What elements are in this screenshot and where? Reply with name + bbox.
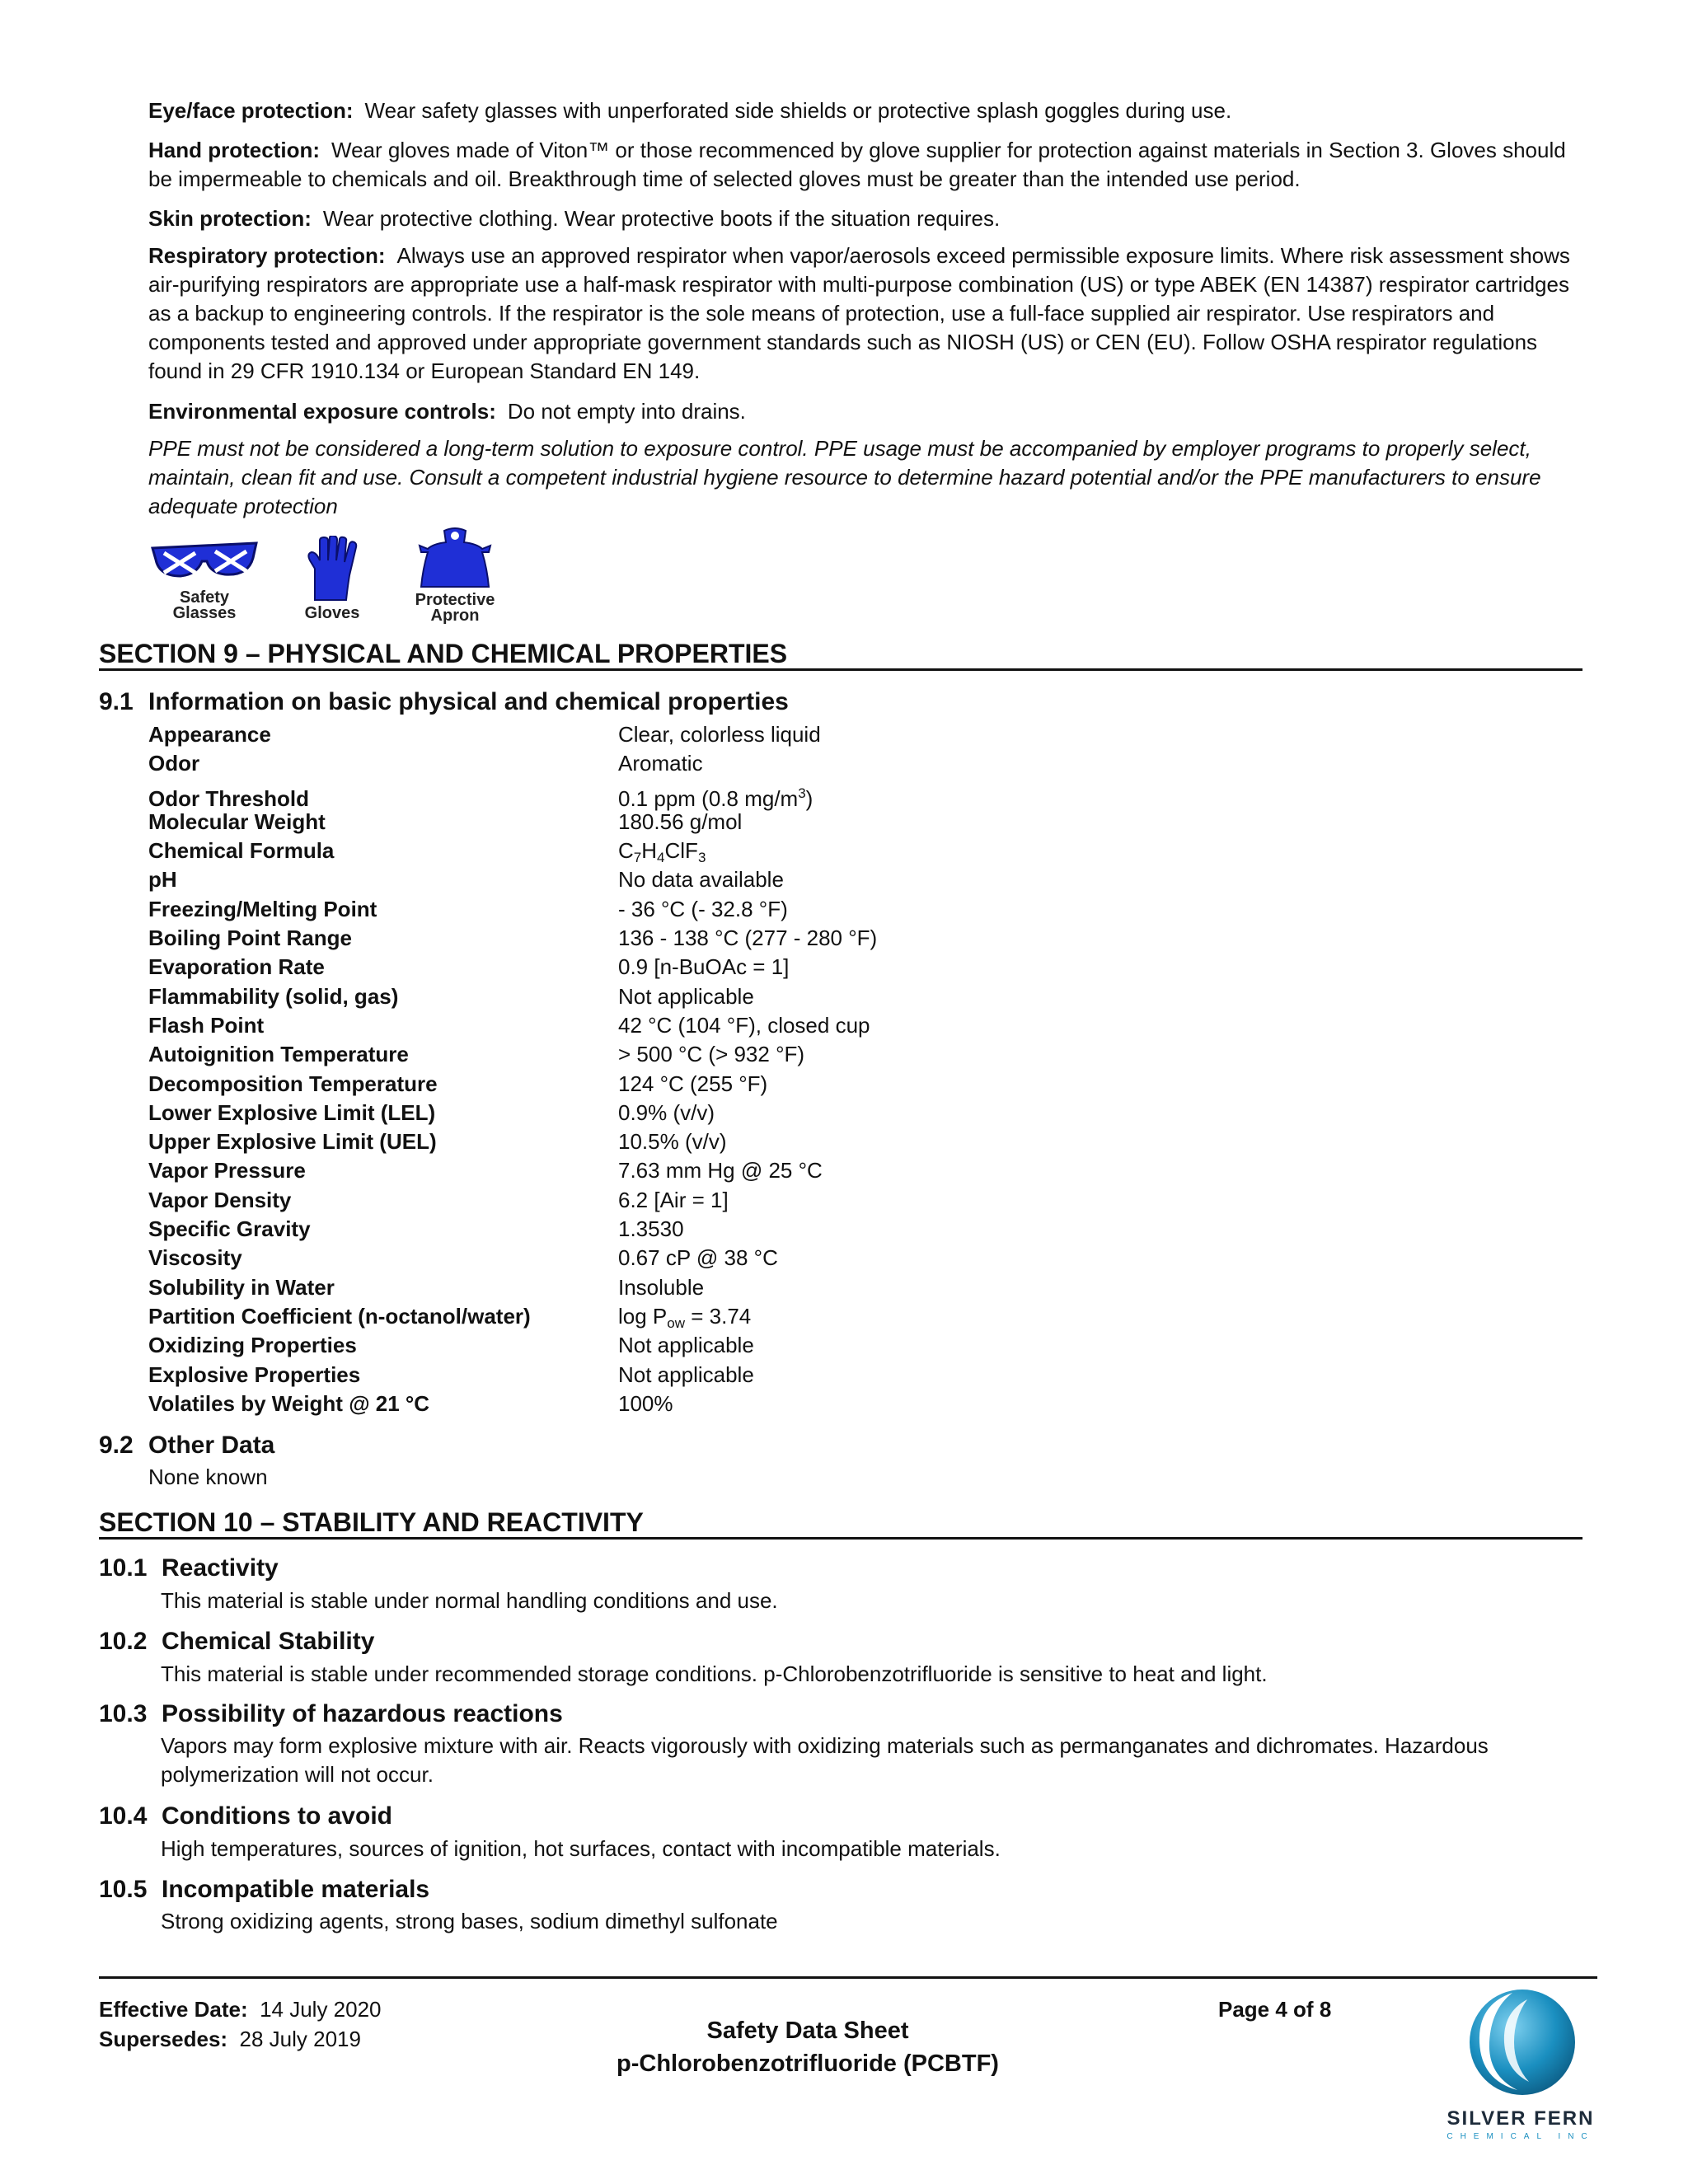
property-superscript: 3 bbox=[798, 785, 806, 801]
property-name: Freezing/Melting Point bbox=[148, 896, 377, 921]
section-10-header: SECTION 10 – STABILITY AND REACTIVITY bbox=[99, 1507, 1582, 1540]
property-value-suffix: ) bbox=[805, 785, 814, 811]
property-value-text: - 36 °C (- 32.8 °F) bbox=[618, 896, 788, 921]
property-name: Specific Gravity bbox=[148, 1216, 311, 1242]
property-row bbox=[148, 865, 877, 894]
property-name: Lower Explosive Limit (LEL) bbox=[148, 1099, 436, 1125]
property-value bbox=[618, 749, 703, 778]
property-row bbox=[148, 1215, 877, 1244]
formula-part: C bbox=[618, 838, 634, 864]
property-name: Boiling Point Range bbox=[148, 926, 352, 951]
property-value bbox=[618, 1244, 778, 1272]
property-name: Solubility in Water bbox=[148, 1274, 335, 1300]
formula-part: 7 bbox=[633, 850, 642, 866]
gloves-pictogram bbox=[295, 536, 369, 621]
subsection-10-2-text: This material is stable under recommended storage conditions. p-Chlorobenzotrifluoride is sensitive to heat and light. bbox=[161, 1661, 1268, 1686]
property-value-text: Insoluble bbox=[618, 1274, 705, 1300]
ppe-disclaimer-note: PPE must not be considered a long-term solution to exposure control. PPE usage must be accompanied by employer programs to properly select, maintain, clean fit and use. Consult a competent industrial hygiene resource to determine hazard potential and/or the PPE manufacturers to ensure adequate protection bbox=[148, 436, 1541, 518]
subsection-10-1-header bbox=[99, 1554, 279, 1582]
safety-glasses-label-2: Glasses bbox=[172, 604, 237, 622]
effective-date-label: Effective Date: bbox=[99, 1997, 248, 2022]
property-row bbox=[148, 720, 877, 749]
property-value bbox=[618, 1186, 729, 1215]
apron-label-1: Protective bbox=[415, 591, 495, 609]
subsection-9-1-title: Information on basic physical and chemical properties bbox=[148, 688, 789, 715]
property-value bbox=[618, 1099, 715, 1127]
subsection-10-5-title: Incompatible materials bbox=[162, 1876, 430, 1903]
effective-date-value: 14 July 2020 bbox=[260, 1997, 382, 2022]
property-value bbox=[618, 720, 821, 749]
property-subscript: ow bbox=[667, 1315, 685, 1331]
property-row bbox=[148, 924, 877, 953]
property-name: Viscosity bbox=[148, 1245, 242, 1271]
property-value-text: 10.5% (v/v) bbox=[618, 1129, 727, 1155]
supersedes-value: 28 July 2019 bbox=[239, 2027, 361, 2051]
subsection-10-4-header bbox=[99, 1802, 392, 1830]
apron-icon bbox=[410, 527, 500, 588]
safety-glasses-pictogram bbox=[147, 540, 262, 621]
property-name: Odor Threshold bbox=[148, 785, 309, 811]
subsection-10-4-number: 10.4 bbox=[99, 1802, 148, 1830]
property-name: Chemical Formula bbox=[148, 838, 335, 864]
subsection-10-3-text: Vapors may form explosive mixture with air. Reacts vigorously with oxidizing materials such as permanganates and dichromates. Hazardous polymerization will not occur. bbox=[161, 1733, 1489, 1787]
property-value bbox=[618, 1273, 704, 1302]
environmental-controls-paragraph bbox=[148, 397, 1591, 426]
property-name: Autoignition Temperature bbox=[148, 1042, 409, 1067]
property-value-text: No data available bbox=[618, 867, 784, 893]
property-name: Oxidizing Properties bbox=[148, 1333, 357, 1358]
property-row bbox=[148, 1040, 877, 1069]
property-value-suffix: = 3.74 bbox=[685, 1303, 752, 1329]
property-row bbox=[148, 1186, 877, 1215]
property-name: Vapor Pressure bbox=[148, 1158, 306, 1183]
property-row bbox=[148, 1156, 877, 1185]
eye-protection-label: Eye/face protection: bbox=[148, 98, 354, 123]
company-logo bbox=[1438, 1985, 1603, 2141]
property-value bbox=[618, 1040, 804, 1069]
subsection-10-1-text: This material is stable under normal handling conditions and use. bbox=[161, 1588, 778, 1613]
logo-company-name: SILVER FERN bbox=[1447, 2107, 1595, 2130]
environmental-controls-label: Environmental exposure controls: bbox=[148, 399, 496, 424]
property-value bbox=[618, 1331, 754, 1360]
safety-glasses-label-1: Safety bbox=[179, 588, 230, 607]
skin-protection-text: Wear protective clothing. Wear protective boots if the situation requires. bbox=[322, 206, 1001, 231]
protective-apron-pictogram bbox=[404, 527, 506, 624]
property-row bbox=[148, 1273, 877, 1302]
footer-document-title bbox=[528, 2014, 1088, 2080]
property-name: Volatiles by Weight @ 21 °C bbox=[148, 1390, 430, 1416]
respiratory-protection-paragraph bbox=[148, 241, 1591, 386]
property-name: pH bbox=[148, 867, 177, 893]
glove-icon bbox=[303, 536, 361, 602]
property-row bbox=[148, 1331, 877, 1360]
property-value-text: 0.9 [n-BuOAc = 1] bbox=[618, 954, 790, 980]
effective-date-line bbox=[99, 1994, 382, 2024]
subsection-9-1-header bbox=[99, 688, 789, 716]
property-value bbox=[618, 982, 754, 1011]
property-value-text: Aromatic bbox=[618, 751, 703, 776]
property-row bbox=[148, 837, 877, 865]
property-value-text: 136 - 138 °C (277 - 280 °F) bbox=[618, 926, 878, 951]
formula-part: H bbox=[641, 838, 658, 864]
property-name: Flash Point bbox=[148, 1012, 265, 1038]
property-name: Molecular Weight bbox=[148, 808, 326, 834]
subsection-10-5-text: Strong oxidizing agents, strong bases, sodium dimethyl sulfonate bbox=[161, 1909, 778, 1933]
skin-protection-label: Skin protection: bbox=[148, 206, 312, 231]
supersedes-label: Supersedes: bbox=[99, 2027, 228, 2051]
subsection-10-3-title: Possibility of hazardous reactions bbox=[162, 1700, 563, 1727]
property-value bbox=[618, 808, 742, 837]
property-name: Partition Coefficient (n-octanol/water) bbox=[148, 1303, 531, 1329]
subsection-10-2-number: 10.2 bbox=[99, 1628, 148, 1655]
property-row bbox=[148, 779, 877, 811]
safety-glasses-icon bbox=[149, 540, 260, 586]
property-row bbox=[148, 895, 877, 924]
hand-protection-paragraph bbox=[148, 136, 1591, 194]
property-name: Decomposition Temperature bbox=[148, 1071, 438, 1096]
subsection-9-2-number: 9.2 bbox=[99, 1432, 134, 1459]
subsection-10-1-number: 10.1 bbox=[99, 1554, 148, 1582]
property-value-text: 42 °C (104 °F), closed cup bbox=[618, 1012, 870, 1038]
property-value-text: 180.56 g/mol bbox=[618, 808, 743, 834]
property-value bbox=[618, 865, 784, 894]
environmental-controls-text: Do not empty into drains. bbox=[507, 399, 746, 424]
hand-protection-label: Hand protection: bbox=[148, 138, 320, 162]
property-value-text: Not applicable bbox=[618, 1361, 754, 1387]
property-row bbox=[148, 1070, 877, 1099]
property-row bbox=[148, 1011, 877, 1040]
subsection-9-2-header bbox=[99, 1432, 274, 1460]
property-value bbox=[618, 1011, 870, 1040]
property-value-text: Not applicable bbox=[618, 983, 754, 1009]
property-name: Upper Explosive Limit (UEL) bbox=[148, 1129, 437, 1155]
property-row bbox=[148, 1244, 877, 1272]
property-value-text: log P bbox=[618, 1303, 668, 1329]
property-value bbox=[618, 924, 877, 953]
property-row bbox=[148, 982, 877, 1011]
section-9-header: SECTION 9 – PHYSICAL AND CHEMICAL PROPERTIES bbox=[99, 639, 1582, 671]
footer-product-name: p-Chlorobenzotrifluoride (PCBTF) bbox=[617, 2050, 999, 2077]
property-row bbox=[148, 953, 877, 982]
property-row bbox=[148, 1127, 877, 1156]
subsection-10-5-number: 10.5 bbox=[99, 1876, 148, 1903]
property-value bbox=[618, 895, 788, 924]
property-value-text: 124 °C (255 °F) bbox=[618, 1071, 768, 1096]
property-row bbox=[148, 1390, 877, 1418]
respiratory-protection-label: Respiratory protection: bbox=[148, 243, 386, 268]
logo-company-subtitle: CHEMICAL INC bbox=[1447, 2132, 1595, 2141]
property-name: Vapor Density bbox=[148, 1187, 292, 1212]
apron-label-2: Apron bbox=[430, 607, 480, 625]
property-value-text: Not applicable bbox=[618, 1333, 754, 1358]
footer-divider bbox=[99, 1976, 1597, 1979]
property-value-text: 100% bbox=[618, 1390, 673, 1416]
property-row bbox=[148, 1099, 877, 1127]
silver-fern-logo-icon bbox=[1463, 1985, 1578, 2100]
property-name: Odor bbox=[148, 751, 200, 776]
property-value-text: 0.1 ppm (0.8 mg/m bbox=[618, 785, 799, 811]
subsection-10-2-title: Chemical Stability bbox=[162, 1628, 375, 1655]
subsection-10-4-title: Conditions to avoid bbox=[162, 1802, 392, 1830]
properties-table bbox=[148, 720, 877, 1418]
subsection-10-1-title: Reactivity bbox=[162, 1554, 279, 1582]
formula-part: 4 bbox=[657, 850, 665, 866]
footer-dates bbox=[99, 1994, 382, 2054]
property-value bbox=[618, 1215, 684, 1244]
property-value bbox=[618, 953, 789, 982]
property-value-text: 0.67 cP @ 38 °C bbox=[618, 1245, 778, 1271]
subsection-9-2-title: Other Data bbox=[148, 1432, 275, 1459]
property-value bbox=[618, 1127, 727, 1156]
property-value bbox=[618, 1156, 823, 1185]
property-row bbox=[148, 749, 877, 778]
property-value bbox=[618, 1070, 767, 1099]
property-row bbox=[148, 1361, 877, 1390]
property-value bbox=[618, 1390, 673, 1418]
subsection-10-5-header bbox=[99, 1876, 429, 1904]
subsection-10-2-header bbox=[99, 1628, 374, 1656]
property-value-text: 6.2 [Air = 1] bbox=[618, 1187, 729, 1212]
property-value bbox=[618, 1361, 754, 1390]
eye-protection-text: Wear safety glasses with unperforated side shields or protective splash goggles during use. bbox=[364, 98, 1232, 123]
property-name: Appearance bbox=[148, 722, 271, 747]
footer-sds-title: Safety Data Sheet bbox=[706, 2018, 909, 2044]
property-name: Flammability (solid, gas) bbox=[148, 983, 399, 1009]
property-name: Evaporation Rate bbox=[148, 954, 325, 980]
skin-protection-paragraph bbox=[148, 204, 1591, 233]
formula-part: ClF bbox=[664, 838, 698, 864]
property-value-text: Clear, colorless liquid bbox=[618, 722, 821, 747]
property-value-text: 1.3530 bbox=[618, 1216, 684, 1242]
respiratory-protection-text: Always use an approved respirator when vapor/aerosols exceed permissible exposure limits. Where risk assessment shows air-purifying respirators are appropriate use a half-mask respirator with multi-purpose combination (US) or type ABEK (EN 14387) respirator cartridges as a backup to engineering controls. If the respirator is the sole means of protection, use a full-face supplied air respirator. Use respirators and components tested and approved under appropriate government standards such as NIOSH (US) or CEN (EU). Follow OSHA respirator regulations found in 29 CFR 1910.134 or European Standard EN 149. bbox=[148, 243, 1570, 383]
property-value-text: > 500 °C (> 932 °F) bbox=[618, 1042, 805, 1067]
formula-part: 3 bbox=[697, 850, 706, 866]
subsection-10-3-number: 10.3 bbox=[99, 1700, 148, 1727]
page-number: Page 4 of 8 bbox=[1218, 1997, 1332, 2022]
supersedes-line bbox=[99, 2024, 382, 2054]
property-value-text: 7.63 mm Hg @ 25 °C bbox=[618, 1158, 823, 1183]
subsection-9-1-number: 9.1 bbox=[99, 688, 134, 715]
eye-protection-paragraph bbox=[148, 96, 1591, 125]
property-row bbox=[148, 1302, 877, 1331]
subsection-9-2-text: None known bbox=[148, 1465, 268, 1489]
subsection-10-3-header bbox=[99, 1700, 563, 1728]
property-name: Explosive Properties bbox=[148, 1361, 361, 1387]
hand-protection-text: Wear gloves made of Viton™ or those recommenced by glove supplier for protection against materials in Section 3. Gloves should be impermeable to chemicals and oil. Breakthrough time of selected gloves must be greater than the intended use period. bbox=[148, 138, 1566, 191]
property-value-text: 0.9% (v/v) bbox=[618, 1099, 715, 1125]
gloves-label: Gloves bbox=[304, 604, 360, 622]
subsection-10-4-text: High temperatures, sources of ignition, hot surfaces, contact with incompatible materials. bbox=[161, 1836, 1001, 1861]
